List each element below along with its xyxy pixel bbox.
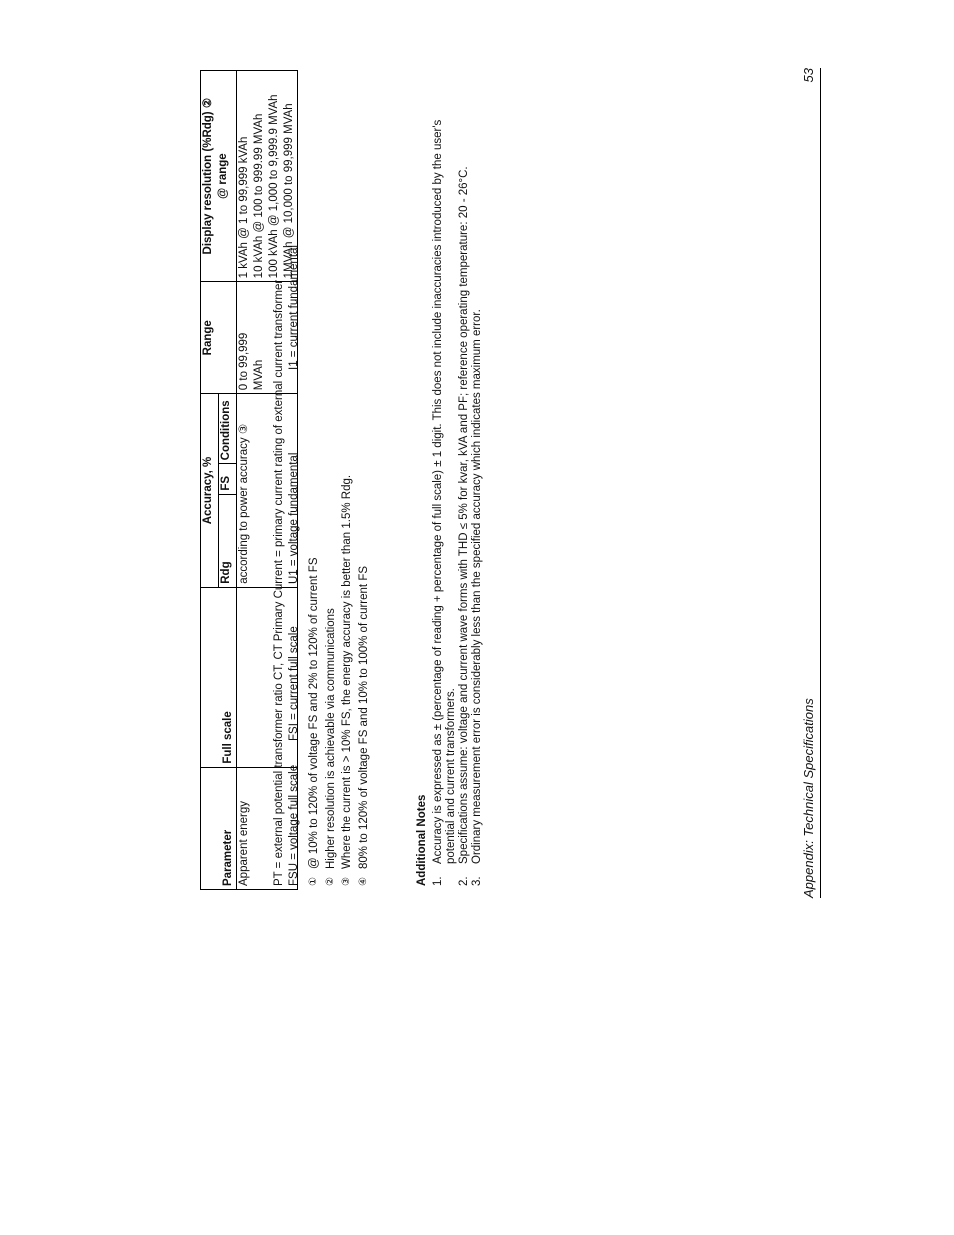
header-fs: FS bbox=[219, 464, 237, 494]
resolution-line: 1 kVAh @ 1 to 99,999 kVAh bbox=[238, 136, 250, 279]
abbr-i1: I1 = current fundamental bbox=[288, 245, 300, 370]
abbr-fsi: FSI = current full scale bbox=[288, 626, 300, 741]
footnote-mark: ① bbox=[308, 877, 319, 886]
range-line: MVAh bbox=[253, 359, 265, 391]
footnote-text: Higher resolution is achievable via communications bbox=[324, 608, 337, 869]
note-number: 2. bbox=[458, 876, 470, 886]
footnote-text: Where the current is > 10% FS, the energy accuracy is better than 1.5% Rdg. bbox=[341, 474, 353, 869]
page-footer bbox=[798, 68, 821, 898]
note-number: 3. bbox=[471, 876, 483, 886]
abbr-u1: U1 = voltage fundamental bbox=[288, 452, 300, 584]
rotated-page bbox=[200, 68, 840, 898]
footnote-mark: ④ bbox=[357, 877, 369, 886]
note-item bbox=[458, 74, 471, 886]
abbr-fsu: FSU = voltage full scale bbox=[288, 764, 300, 886]
note-number: 1. bbox=[432, 876, 444, 886]
header-range: Range bbox=[201, 282, 237, 394]
header-rdg: Rdg bbox=[219, 494, 237, 587]
additional-notes bbox=[432, 74, 484, 886]
header-at-range: @ range bbox=[217, 153, 229, 200]
footnote-text: 80% to 120% of voltage FS and 10% to 100% of current FS bbox=[357, 565, 370, 869]
header-display-resolution bbox=[201, 71, 237, 282]
cell-parameter: Apparent energy bbox=[237, 767, 298, 889]
note-text: Accuracy is expressed as ± (percentage of reading + percentage of full scale) ± 1 digit. This does not include inaccuracies introduced by the user's potential and current transformers. bbox=[432, 119, 457, 864]
footnote-item bbox=[356, 475, 373, 886]
resolution-line: 100 kVAh @ 1,000 to 9,999.9 MVAh bbox=[268, 94, 280, 279]
abbr-pt: PT = external potential transformer ratio bbox=[273, 683, 285, 886]
resolution-line: 10 kVAh @ 100 to 999.99 MVAh bbox=[253, 113, 265, 279]
footnote-mark: ③ bbox=[341, 877, 352, 886]
footer-section-title: Appendix: Technical Specifications bbox=[801, 698, 816, 898]
resolution-line: 1MVAh @ 10,000 to 99,999 MVAh bbox=[283, 103, 295, 279]
note-text: Specifications assume: voltage and current wave forms with THD ≤ 5% for kvar, kVA and PF; reference operating temperature: 20 - 26°C. bbox=[458, 166, 470, 864]
header-conditions: Conditions bbox=[219, 394, 237, 464]
abbr-ct: CT, CT Primary Current = primary current rating of external current transformer bbox=[273, 279, 285, 680]
additional-notes-title: Additional Notes bbox=[416, 794, 428, 886]
footnotes bbox=[306, 475, 372, 886]
footnote-mark: ② bbox=[324, 877, 336, 886]
header-parameter: Parameter bbox=[201, 767, 237, 889]
note-item bbox=[432, 74, 458, 886]
page-number: 53 bbox=[801, 68, 816, 83]
header-accuracy: Accuracy, % bbox=[201, 394, 219, 588]
range-line: 0 to 99,999 bbox=[238, 332, 250, 391]
note-item bbox=[471, 74, 484, 886]
note-text: Ordinary measurement error is considerably less than the specified accuracy which indicates maximum error. bbox=[471, 309, 483, 864]
footnote-item bbox=[339, 475, 356, 886]
header-display-resolution-title: Display resolution (%Rdg) ② bbox=[202, 97, 214, 255]
footnote-item bbox=[323, 475, 340, 886]
cell-accuracy: according to power accuracy ③ bbox=[237, 394, 298, 588]
header-full-scale: Full scale bbox=[201, 587, 237, 767]
footnote-item bbox=[306, 475, 323, 886]
footnote-text: @ 10% to 120% of voltage FS and 2% to 120% of current FS bbox=[308, 557, 320, 869]
